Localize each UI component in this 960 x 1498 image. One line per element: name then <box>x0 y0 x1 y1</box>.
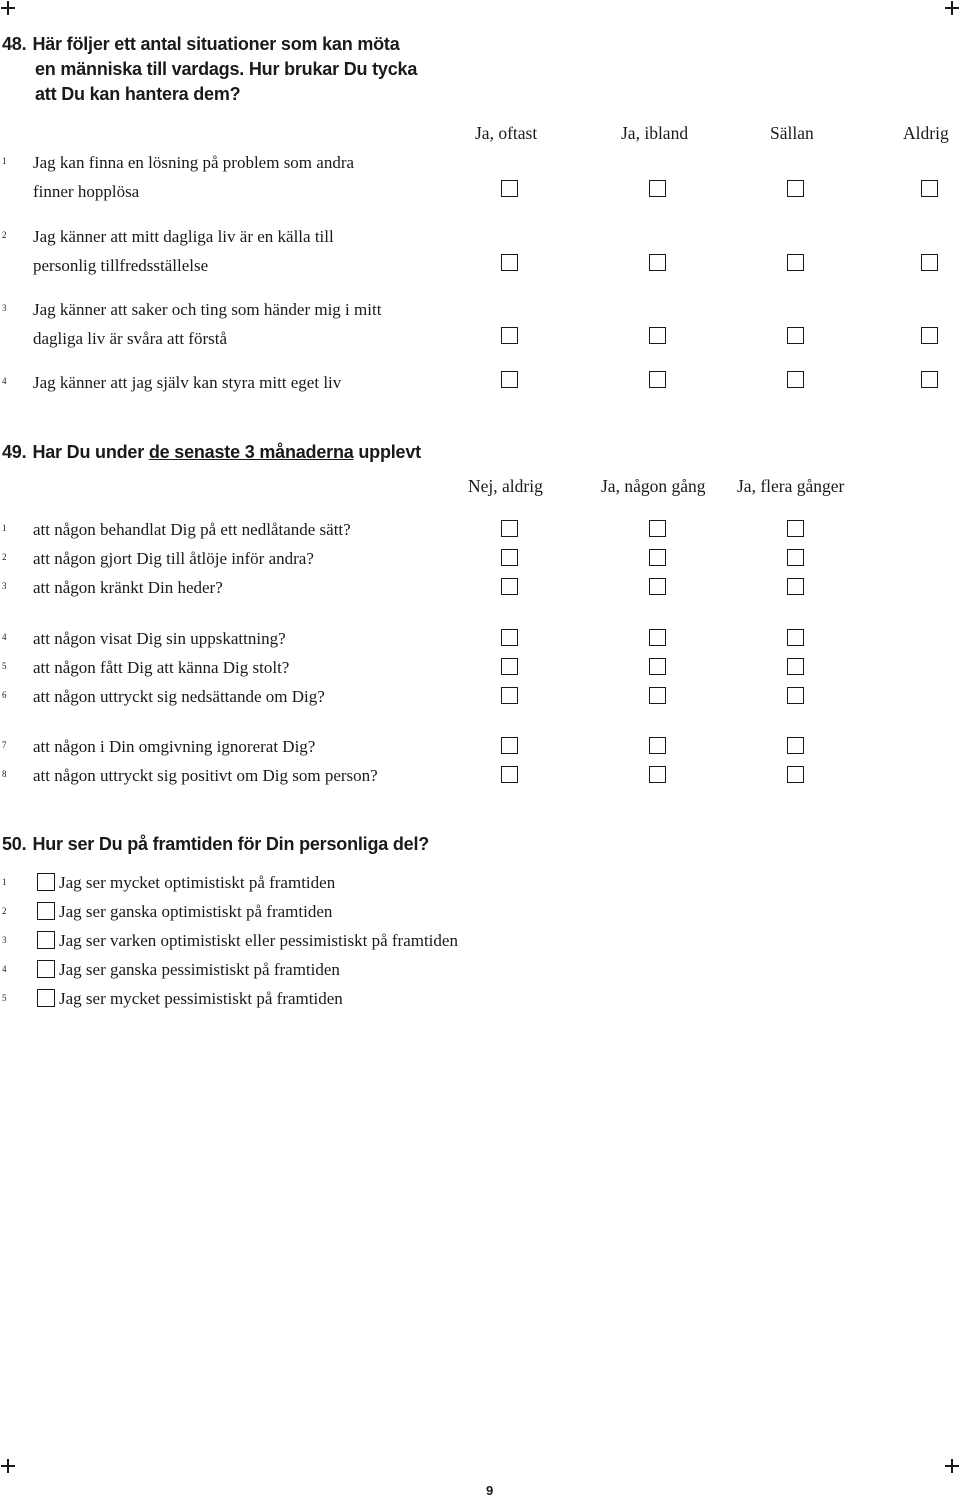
q49-item-6-checkbox-ja-flera-ganger[interactable] <box>787 687 804 704</box>
q49-item-8-checkbox-nej-aldrig[interactable] <box>501 766 518 783</box>
q49-item-7-text: att någon i Din omgivning ignorerat Dig? <box>33 737 316 756</box>
q49-item-3-checkbox-ja-flera-ganger[interactable] <box>787 578 804 595</box>
q49-item-4-checkbox-ja-nagon-gang[interactable] <box>649 629 666 646</box>
q48-item-3-checkbox-ja-ibland[interactable] <box>649 327 666 344</box>
q48-item-4-checkbox-ja-oftast[interactable] <box>501 371 518 388</box>
q50-title <box>2 832 429 857</box>
q48-item-2-checkbox-sallan[interactable] <box>787 254 804 271</box>
q48-item-4-text <box>33 368 341 397</box>
q48-item-3-checkbox-ja-oftast[interactable] <box>501 327 518 344</box>
q48-title-line-3: att Du kan hantera dem? <box>35 84 241 104</box>
q49-item-2-checkbox-ja-flera-ganger[interactable] <box>787 549 804 566</box>
q49-item-1-checkbox-nej-aldrig[interactable] <box>501 520 518 537</box>
q49-item-7-checkbox-ja-nagon-gang[interactable] <box>649 737 666 754</box>
q49-item-6-checkbox-nej-aldrig[interactable] <box>501 687 518 704</box>
q50-option-2-checkbox[interactable] <box>37 902 55 920</box>
q48-item-4-number: 4 <box>2 376 7 386</box>
q49-item-8-text: att någon uttryckt sig positivt om Dig som person? <box>33 766 378 785</box>
q48-item-2-line-2: personlig tillfredsställelse <box>33 256 209 275</box>
q48-item-3-line-1: Jag känner att saker och ting som händer mig i mitt <box>33 300 382 319</box>
q48-item-4-checkbox-ja-ibland[interactable] <box>649 371 666 388</box>
q48-item-1-checkbox-ja-oftast[interactable] <box>501 180 518 197</box>
q49-item-5-checkbox-ja-nagon-gang[interactable] <box>649 658 666 675</box>
q49-item-7-number: 7 <box>2 740 7 750</box>
page-number: 9 <box>486 1483 494 1498</box>
q48-item-4-checkbox-sallan[interactable] <box>787 371 804 388</box>
q50-option-1-checkbox[interactable] <box>37 873 55 891</box>
q48-item-2-checkbox-ja-oftast[interactable] <box>501 254 518 271</box>
q49-item-6-number: 6 <box>2 690 7 700</box>
corner-mark-top-left <box>0 0 16 16</box>
q48-item-1-line-1: Jag kan finna en lösning på problem som andra <box>33 153 355 172</box>
q48-item-4-checkbox-aldrig[interactable] <box>921 371 938 388</box>
q49-title <box>2 440 421 465</box>
q48-item-2-line-1: Jag känner att mitt dagliga liv är en källa till <box>33 227 334 246</box>
q48-item-2-text <box>33 222 334 280</box>
q49-title-pre: Har Du under <box>32 442 149 462</box>
q50-title-text: Hur ser Du på framtiden för Din personliga del? <box>32 834 430 854</box>
q49-item-2-text: att någon gjort Dig till åtlöje inför andra? <box>33 549 314 568</box>
corner-mark-bottom-right <box>944 1458 960 1474</box>
q49-item-1-checkbox-ja-flera-ganger[interactable] <box>787 520 804 537</box>
q49-item-4-number: 4 <box>2 632 7 642</box>
q48-item-1-number: 1 <box>2 156 7 166</box>
q48-col-ja-oftast: Ja, oftast <box>475 123 538 143</box>
q49-col-ja-flera-ganger: Ja, flera gånger <box>737 476 845 496</box>
q49-item-6-checkbox-ja-nagon-gang[interactable] <box>649 687 666 704</box>
q50-option-1-text: Jag ser mycket optimistiskt på framtiden <box>59 873 336 892</box>
q48-col-aldrig: Aldrig <box>903 123 949 143</box>
q49-item-1-text: att någon behandlat Dig på ett nedlåtande sätt? <box>33 520 351 539</box>
q50-option-4-number: 4 <box>2 964 7 974</box>
q49-item-2-number: 2 <box>2 552 7 562</box>
q48-title <box>2 32 417 107</box>
q49-item-7-checkbox-ja-flera-ganger[interactable] <box>787 737 804 754</box>
q49-item-5-checkbox-nej-aldrig[interactable] <box>501 658 518 675</box>
q49-item-5-text: att någon fått Dig att känna Dig stolt? <box>33 658 290 677</box>
corner-mark-top-right <box>944 0 960 16</box>
q49-item-3-number: 3 <box>2 581 7 591</box>
q48-col-sallan: Sällan <box>770 123 814 143</box>
q49-item-5-number: 5 <box>2 661 7 671</box>
q48-item-3-checkbox-sallan[interactable] <box>787 327 804 344</box>
q49-item-6-text: att någon uttryckt sig nedsättande om Dig? <box>33 687 325 706</box>
q48-number: 48. <box>2 34 27 54</box>
q48-item-1-checkbox-ja-ibland[interactable] <box>649 180 666 197</box>
q49-item-7-checkbox-nej-aldrig[interactable] <box>501 737 518 754</box>
corner-mark-bottom-left <box>0 1458 16 1474</box>
q49-item-2-checkbox-nej-aldrig[interactable] <box>501 549 518 566</box>
q48-item-2-checkbox-ja-ibland[interactable] <box>649 254 666 271</box>
q48-title-line-1: Här följer ett antal situationer som kan möta <box>32 34 400 54</box>
q49-item-3-checkbox-nej-aldrig[interactable] <box>501 578 518 595</box>
q50-option-5-checkbox[interactable] <box>37 989 55 1007</box>
q49-col-ja-nagon-gang: Ja, någon gång <box>601 476 706 496</box>
q50-option-5-text: Jag ser mycket pessimistiskt på framtiden <box>59 989 343 1008</box>
q50-option-2-number: 2 <box>2 906 7 916</box>
q48-col-ja-ibland: Ja, ibland <box>621 123 689 143</box>
q49-item-4-checkbox-nej-aldrig[interactable] <box>501 629 518 646</box>
q49-item-1-checkbox-ja-nagon-gang[interactable] <box>649 520 666 537</box>
q49-item-3-checkbox-ja-nagon-gang[interactable] <box>649 578 666 595</box>
q50-option-3-number: 3 <box>2 935 7 945</box>
q48-item-3-line-2: dagliga liv är svåra att förstå <box>33 329 228 348</box>
q50-option-5-number: 5 <box>2 993 7 1003</box>
q48-item-1-checkbox-aldrig[interactable] <box>921 180 938 197</box>
q48-item-4-line-1: Jag känner att jag själv kan styra mitt eget liv <box>33 373 342 392</box>
q48-item-2-number: 2 <box>2 230 7 240</box>
q48-item-3-checkbox-aldrig[interactable] <box>921 327 938 344</box>
q49-item-2-checkbox-ja-nagon-gang[interactable] <box>649 549 666 566</box>
q49-item-4-text: att någon visat Dig sin uppskattning? <box>33 629 286 648</box>
q49-title-post: upplevt <box>353 442 421 462</box>
q48-item-1-line-2: finner hopplösa <box>33 182 140 201</box>
q50-number: 50. <box>2 834 27 854</box>
q50-option-3-text: Jag ser varken optimistiskt eller pessimistiskt på framtiden <box>59 931 458 950</box>
q49-item-3-text: att någon kränkt Din heder? <box>33 578 223 597</box>
q48-item-1-checkbox-sallan[interactable] <box>787 180 804 197</box>
q49-col-nej-aldrig: Nej, aldrig <box>468 476 543 496</box>
q50-option-3-checkbox[interactable] <box>37 931 55 949</box>
q49-item-8-checkbox-ja-nagon-gang[interactable] <box>649 766 666 783</box>
q50-option-4-text: Jag ser ganska pessimistiskt på framtiden <box>59 960 340 979</box>
q48-item-2-checkbox-aldrig[interactable] <box>921 254 938 271</box>
q48-title-line-2: en människa till vardags. Hur brukar Du tycka <box>35 59 418 79</box>
q48-item-3-text <box>33 295 381 353</box>
q49-item-4-checkbox-ja-flera-ganger[interactable] <box>787 629 804 646</box>
q50-option-2-text: Jag ser ganska optimistiskt på framtiden <box>59 902 333 921</box>
q49-number: 49. <box>2 442 27 462</box>
q48-item-1-text <box>33 148 354 206</box>
q49-item-8-checkbox-ja-flera-ganger[interactable] <box>787 766 804 783</box>
q49-item-1-number: 1 <box>2 523 7 533</box>
q50-option-1-number: 1 <box>2 877 7 887</box>
q49-title-underlined: de senaste 3 månaderna <box>148 442 354 462</box>
q49-item-5-checkbox-ja-flera-ganger[interactable] <box>787 658 804 675</box>
q49-item-8-number: 8 <box>2 769 7 779</box>
q48-item-3-number: 3 <box>2 303 7 313</box>
q50-option-4-checkbox[interactable] <box>37 960 55 978</box>
